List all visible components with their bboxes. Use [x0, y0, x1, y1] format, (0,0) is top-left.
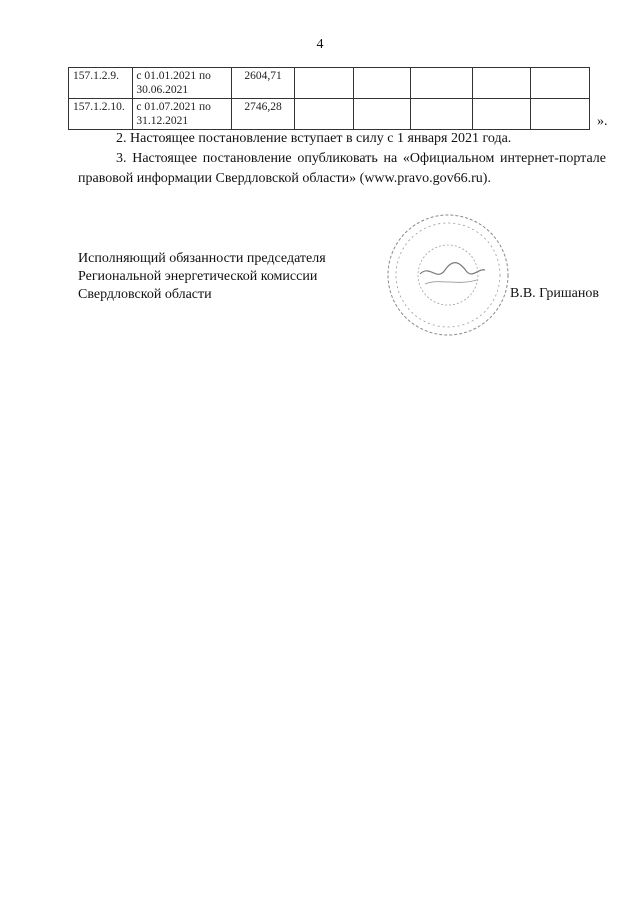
signer-name: В.В. Гришанов — [510, 286, 599, 301]
row-value: 2746,28 — [231, 99, 294, 130]
table-closing-quote: ». — [597, 114, 608, 129]
seal-outer-ring — [388, 215, 508, 335]
period-end: 31.12.2021 — [136, 115, 189, 127]
signatory-title-line: Региональной энергетической комиссии — [78, 269, 318, 284]
signature-flourish-icon — [425, 280, 477, 284]
paragraph-effective-date: 2. Настоящее постановление вступает в силу с 1 января 2021 года. — [116, 131, 512, 146]
table-row — [69, 68, 590, 99]
empty-cell — [410, 99, 472, 130]
handwritten-signature-icon — [420, 263, 485, 275]
row-code: 157.1.2.10. — [69, 99, 133, 130]
signatory-title-line: Свердловской области — [78, 287, 212, 302]
empty-cell — [295, 99, 353, 130]
empty-cell — [530, 68, 589, 99]
empty-cell — [530, 99, 589, 130]
period-end: 30.06.2021 — [136, 84, 189, 96]
empty-cell — [295, 68, 353, 99]
empty-cell — [353, 99, 410, 130]
empty-cell — [353, 68, 410, 99]
empty-cell — [473, 68, 530, 99]
paragraph-publication: 3. Настоящее постановление опубликовать на «Официальном интернет-портале правовой информации Свердловской области» (www.pravo.gov66.ru). — [78, 151, 606, 186]
row-period — [133, 68, 232, 99]
row-code: 157.1.2.9. — [69, 68, 133, 99]
signatory-title — [78, 250, 326, 304]
table-row — [69, 99, 590, 130]
official-seal-icon — [385, 212, 511, 338]
empty-cell — [410, 68, 472, 99]
period-start: с 01.01.2021 по — [136, 70, 211, 82]
page-number: 4 — [316, 37, 324, 52]
seal-inner-ring — [396, 223, 500, 327]
tariff-table — [68, 67, 590, 130]
period-start: с 01.07.2021 по — [136, 101, 211, 113]
row-period — [133, 99, 232, 130]
empty-cell — [473, 99, 530, 130]
seal-core-ring — [418, 245, 478, 305]
signatory-title-line: Исполняющий обязанности председателя — [78, 251, 326, 266]
row-value: 2604,71 — [231, 68, 294, 99]
